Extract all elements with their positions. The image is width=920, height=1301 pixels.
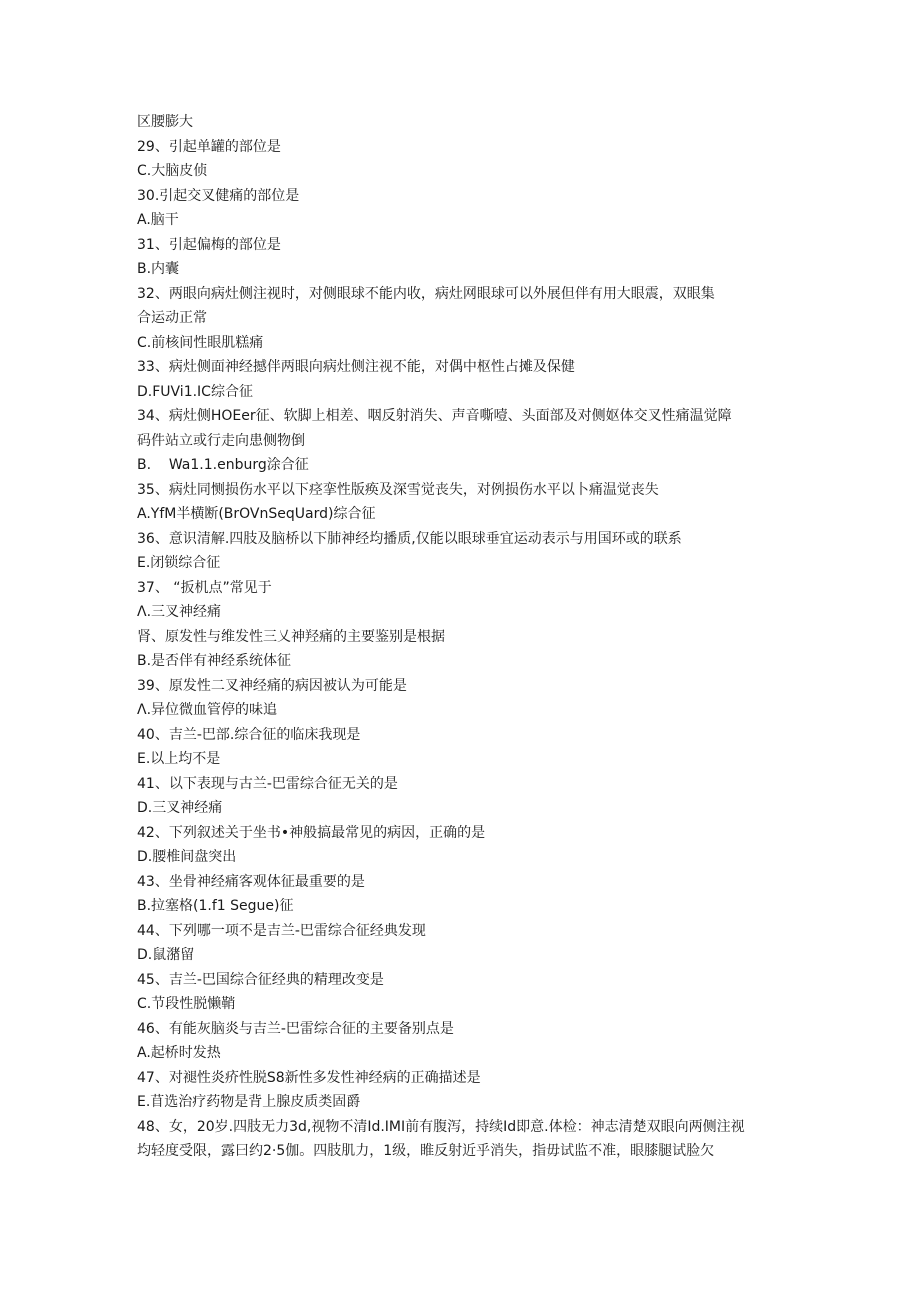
question-line-continued: 合运动正常 <box>137 310 207 326</box>
question-line: 43、坐骨神经痛客观体征最重要的是 <box>137 873 365 890</box>
answer-line: D.三叉神经痛 <box>137 800 223 816</box>
answer-line: C.前核间性眼肌糕痛 <box>137 334 264 351</box>
question-line: 30.引起交叉健痛的部位是 <box>137 187 300 204</box>
question-line: 35、病灶同恻损伤水平以下痉挛性版痪及深雪觉丧失，对例损伤水平以卜痛温觉丧失 <box>137 481 659 498</box>
question-line: 32、两眼向病灶侧注视时，对侧眼球不能内收，病灶网眼球可以外展但伴有用大眼震，双眼集 <box>137 285 715 302</box>
answer-line: C.大脑皮侦 <box>137 163 208 179</box>
question-line: 33、病灶侧面神经撼伴两眼向病灶侧注视不能，对偶中枢性占摊及保健 <box>137 359 575 375</box>
answer-line: B.内囊 <box>137 261 180 277</box>
question-line: 40、吉兰-巴部.综合征的临床我现是 <box>137 726 361 743</box>
question-line: 39、原发性二叉神经痛的病因被认为可能是 <box>137 677 407 694</box>
question-line: 46、有能灰脑炎与吉兰-巴雷综合征的主要备别点是 <box>137 1020 454 1037</box>
question-line: 31、引起偏梅的部位是 <box>137 236 281 253</box>
question-line: 44、下列哪一项不是吉兰-巴雷综合征经典发现 <box>137 922 426 939</box>
question-line-continued: 码件站立或行走向患侧物倒 <box>137 432 305 449</box>
answer-line: D.鼠潴留 <box>137 947 195 963</box>
document-body <box>137 110 797 1164</box>
answer-line: A.YfM半横断(BrOVnSeqUard)综合征 <box>137 506 376 522</box>
question-line: 29、引起单罐的部位是 <box>137 138 281 155</box>
answer-line: D.FUVi1.IC综合征 <box>137 383 253 400</box>
answer-line: C.节段性脱懒鞘 <box>137 996 236 1012</box>
question-line: 34、病灶侧HOEer征、软脚上相差、咽反射消失、声音嘶噎、头面部及对侧妪体交叉性痛温觉障 <box>137 408 732 424</box>
answer-line: D.腰椎间盘突出 <box>137 849 237 865</box>
question-line: 48、女，20岁.四肢无力3d,视物不清Id.IMI前有腹泻，持续Id即意.体检：神志清楚双眼向两侧注视 <box>137 1118 745 1135</box>
question-line: 42、下列叙述关于坐书•神般搞最常见的病因，正确的是 <box>137 824 486 841</box>
answer-line: E.苜选治疗药物是背上腺皮质类固爵 <box>137 1094 361 1110</box>
question-line: 肾、原发性与维发性三乂神羟痛的主要鉴别是根据 <box>137 628 445 645</box>
answer-line: E.闭锁综合征 <box>137 555 221 571</box>
answer-line: B.是否伴有神经系统体征 <box>137 653 292 669</box>
text-line: 区腰膨大 <box>137 114 193 130</box>
question-line: 47、对褪性炎疥性脱S8新性多发性神经病的正确描述是 <box>137 1069 481 1086</box>
answer-line: Λ.三叉神经痛 <box>137 604 222 620</box>
answer-line: B. Wa1.1.enburg涂合征 <box>137 457 309 473</box>
question-line: 37、 “扳机点”常见于 <box>137 579 272 596</box>
question-line: 45、吉兰-巴国综合征经典的精理改变是 <box>137 971 384 988</box>
answer-line: A.脑干 <box>137 212 179 228</box>
answer-line: Λ.异位微血管停的味追 <box>137 702 278 718</box>
answer-line: A.起桥时发热 <box>137 1045 221 1061</box>
question-line: 41、以下表现与古兰-巴雷综合征无关的是 <box>137 775 398 792</box>
question-line: 36、意识清解.四肢及脑桥以下肺神经均播质,仅能以眼球垂宜运动表示与用国环或的联系 <box>137 530 682 547</box>
answer-line: E.以上均不是 <box>137 751 221 767</box>
answer-line: B.拉塞格(1.f1 Segue)征 <box>137 898 294 914</box>
question-line-continued: 均轻度受限，露曰约2·5伽。四肢肌力，1级，睢反射近乎消失，指毋试监不准，眼膝腿试脸欠 <box>137 1143 715 1159</box>
